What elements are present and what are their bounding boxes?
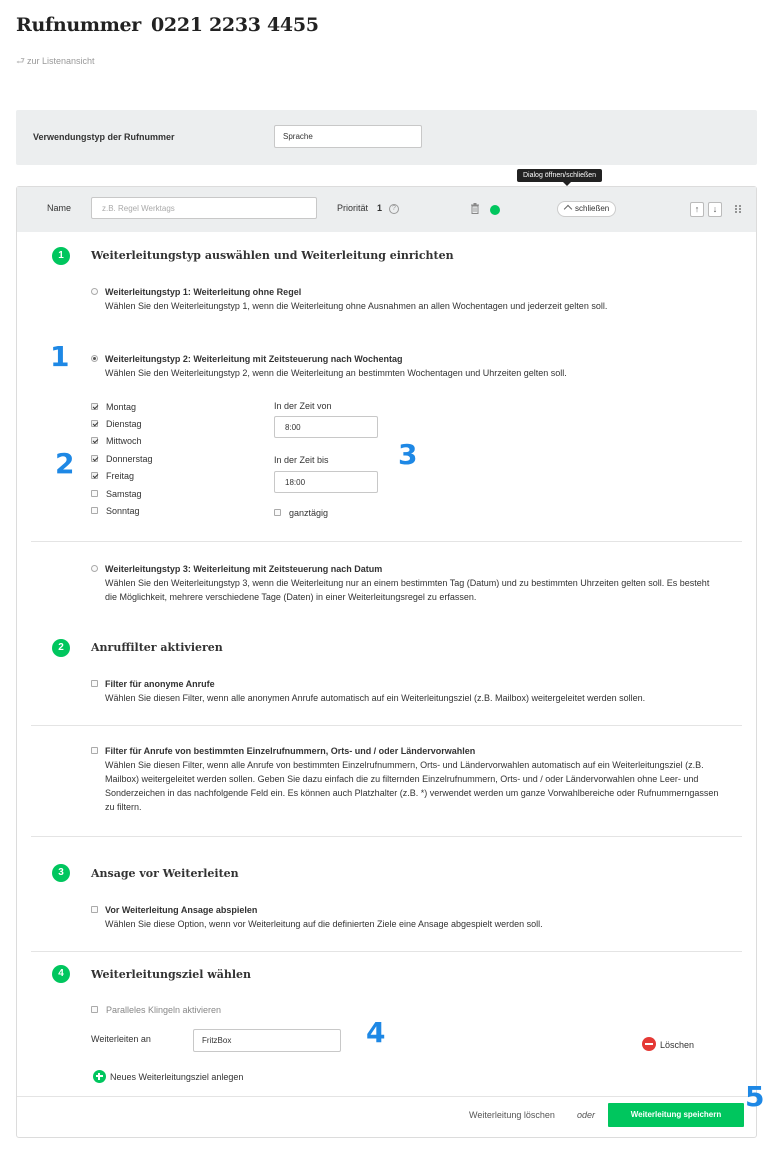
move-up-button[interactable]: ↑ — [690, 202, 704, 217]
filter-anonymous-checkbox[interactable] — [91, 680, 98, 687]
usage-type-label: Verwendungstyp der Rufnummer — [33, 132, 175, 142]
minus-circle-icon — [642, 1037, 656, 1051]
usage-type-input[interactable]: Sprache — [274, 125, 422, 148]
parallel-ring-label: Paralleles Klingeln aktivieren — [106, 1005, 222, 1015]
priority-label: Priorität — [337, 203, 369, 213]
day-checkbox[interactable] — [91, 436, 142, 446]
section-divider — [31, 541, 742, 542]
from-time-input[interactable]: 8:00 — [274, 416, 378, 438]
parallel-ring-option[interactable] — [91, 1005, 221, 1015]
help-icon[interactable]: ? — [389, 204, 399, 214]
filter-specific[interactable] — [91, 744, 721, 814]
day-check-icon[interactable] — [91, 455, 98, 462]
forward-target-input[interactable]: FritzBox — [193, 1029, 341, 1052]
allday-check-icon[interactable] — [274, 509, 281, 516]
rule-header — [17, 187, 756, 232]
annotation-marker: 1 — [50, 340, 70, 373]
day-label: Dienstag — [106, 419, 142, 429]
back-to-list-link[interactable] — [16, 54, 95, 71]
usage-type-panel — [16, 110, 757, 165]
filter-specific-title: Filter für Anrufe von bestimmten Einzelrufnummern, Orts- und / oder Ländervorwahlen — [105, 746, 476, 756]
day-label: Freitag — [106, 471, 135, 481]
page-title-prefix: Rufnummer — [16, 14, 142, 36]
announce-title: Vor Weiterleitung Ansage abspielen — [105, 905, 258, 915]
rule-name-input[interactable]: z.B. Regel Werktags — [91, 197, 317, 219]
annotation-marker: 3 — [398, 438, 418, 471]
announce-option[interactable] — [91, 903, 721, 931]
filter-anonymous[interactable] — [91, 677, 721, 705]
section-title-1: Weiterleitungstyp auswählen und Weiterleitung einrichten — [91, 249, 454, 262]
section-divider — [31, 951, 742, 952]
filter-anonymous-title: Filter für anonyme Anrufe — [105, 679, 215, 689]
or-text: oder — [577, 1110, 596, 1120]
forward-to-label: Weiterleiten an — [91, 1034, 151, 1044]
day-check-icon[interactable] — [91, 403, 98, 410]
option-type-2-desc: Wählen Sie den Weiterleitungstyp 2, wenn die Weiterleitung an bestimmten Wochentagen und Uhrzeiten gelten soll. — [105, 368, 567, 378]
toggle-label: schließen — [575, 204, 610, 213]
plus-circle-icon — [93, 1070, 106, 1083]
filter-specific-checkbox[interactable] — [91, 747, 98, 754]
day-label: Sonntag — [106, 506, 140, 516]
annotation-marker: 4 — [366, 1016, 386, 1049]
option-type-1[interactable] — [91, 285, 721, 313]
option-type-3-title: Weiterleitungstyp 3: Weiterleitung mit Zeitsteuerung nach Datum — [105, 564, 383, 574]
delete-target-label: Löschen — [660, 1040, 695, 1050]
day-check-icon[interactable] — [91, 472, 98, 479]
section-number-1: 1 — [52, 247, 70, 265]
delete-rule-link[interactable]: Weiterleitung löschen — [469, 1110, 555, 1120]
drag-handle-icon[interactable] — [735, 205, 741, 213]
radio-type-2[interactable] — [91, 355, 98, 362]
allday-checkbox[interactable] — [274, 508, 328, 518]
toggle-dialog-button[interactable] — [557, 201, 616, 217]
day-check-icon[interactable] — [91, 490, 98, 497]
forwarding-rule-card — [16, 172, 757, 1138]
day-checkbox[interactable] — [91, 402, 136, 412]
page-title — [16, 14, 319, 36]
filter-anonymous-desc: Wählen Sie diesen Filter, wenn alle anonymen Anrufe automatisch auf ein Weiterleitungsziel (z.B. Mailbox) weitergeleitet werden sollen. — [105, 693, 646, 703]
day-check-icon[interactable] — [91, 437, 98, 444]
section-divider — [31, 725, 742, 726]
day-label: Samstag — [106, 489, 142, 499]
option-type-1-title: Weiterleitungstyp 1: Weiterleitung ohne Regel — [105, 287, 302, 297]
option-type-2[interactable] — [91, 352, 721, 380]
announce-desc: Wählen Sie diese Option, wenn vor Weiterleitung auf die definierten Ziele eine Ansage abgespielt werden soll. — [105, 919, 543, 929]
filter-specific-desc: Wählen Sie diesen Filter, wenn alle Anrufe von bestimmten Einzelrufnummern, Orts- und Ländervorwahlen automatisch auf ein Weiterleitungsziel (z.B. Mailbox) weitergeleitet werden sollen. Geben Sie dazu einfach die zu filternden Einzelrufnummern, Orts- und / oder Ländervorwahlen ohne Leer- und Sonderzeichen in das nachfolgende Feld ein. Es können auch Platzhalter (z.B. *) verwendet werden um ganze Vorwahlbereiche oder Rufnummerngassen zu filtern. — [105, 760, 719, 812]
section-title-3: Ansage vor Weiterleiten — [91, 867, 239, 880]
section-number-4: 4 — [52, 965, 70, 983]
parallel-ring-checkbox[interactable] — [91, 1006, 98, 1013]
day-checkbox[interactable] — [91, 489, 142, 499]
rule-name-label: Name — [47, 203, 72, 213]
back-link-label: zur Listenansicht — [27, 56, 95, 66]
day-checkbox[interactable] — [91, 454, 153, 464]
option-type-1-desc: Wählen Sie den Weiterleitungstyp 1, wenn die Weiterleitung ohne Ausnahmen an allen Wochentagen und jederzeit gelten soll. — [105, 301, 608, 311]
section-title-2: Anruffilter aktivieren — [91, 641, 223, 654]
day-checkbox[interactable] — [91, 419, 142, 429]
annotation-marker: 5 — [745, 1080, 765, 1113]
delete-target-button[interactable] — [642, 1034, 694, 1050]
radio-type-1[interactable] — [91, 288, 98, 295]
new-target-label: Neues Weiterleitungsziel anlegen — [110, 1072, 244, 1082]
day-checkbox[interactable] — [91, 506, 140, 516]
chevron-up-icon — [564, 205, 572, 213]
section-number-2: 2 — [52, 639, 70, 657]
back-arrow-icon: ⮐ — [16, 56, 25, 67]
day-label: Donnerstag — [106, 454, 153, 464]
day-check-icon[interactable] — [91, 507, 98, 514]
day-label: Montag — [106, 402, 137, 412]
option-type-3-desc: Wählen Sie den Weiterleitungstyp 3, wenn die Weiterleitung nur an einem bestimmten Tag (Datum) und zu bestimmten Uhrzeiten gelten soll. Es besteht die Möglichkeit, mehrere verschiedene Tage (Daten) in einer Weiterleitungsregel zu erfassen. — [105, 578, 710, 602]
move-down-button[interactable]: ↓ — [708, 202, 722, 217]
to-time-label: In der Zeit bis — [274, 455, 329, 465]
page-title-number: 0221 2233 4455 — [151, 14, 319, 36]
radio-type-3[interactable] — [91, 565, 98, 572]
footer-divider — [17, 1096, 756, 1097]
toggle-tooltip: Dialog öffnen/schließen — [517, 169, 602, 182]
save-rule-button[interactable]: Weiterleitung speichern — [608, 1103, 744, 1127]
day-checkbox[interactable] — [91, 471, 134, 481]
announce-checkbox[interactable] — [91, 906, 98, 913]
priority-value: 1 — [377, 203, 383, 213]
option-type-2-title: Weiterleitungstyp 2: Weiterleitung mit Zeitsteuerung nach Wochentag — [105, 354, 403, 364]
section-number-3: 3 — [52, 864, 70, 882]
from-time-label: In der Zeit von — [274, 401, 332, 411]
section-title-4: Weiterleitungsziel wählen — [91, 968, 252, 981]
section-divider — [31, 836, 742, 837]
allday-label: ganztägig — [289, 508, 329, 518]
annotation-marker: 2 — [55, 447, 75, 480]
to-time-input[interactable]: 18:00 — [274, 471, 378, 493]
day-check-icon[interactable] — [91, 420, 98, 427]
status-indicator — [490, 205, 500, 215]
option-type-3[interactable] — [91, 562, 721, 604]
trash-icon[interactable] — [470, 203, 480, 214]
day-label: Mittwoch — [106, 436, 142, 446]
new-target-button[interactable] — [93, 1067, 243, 1082]
